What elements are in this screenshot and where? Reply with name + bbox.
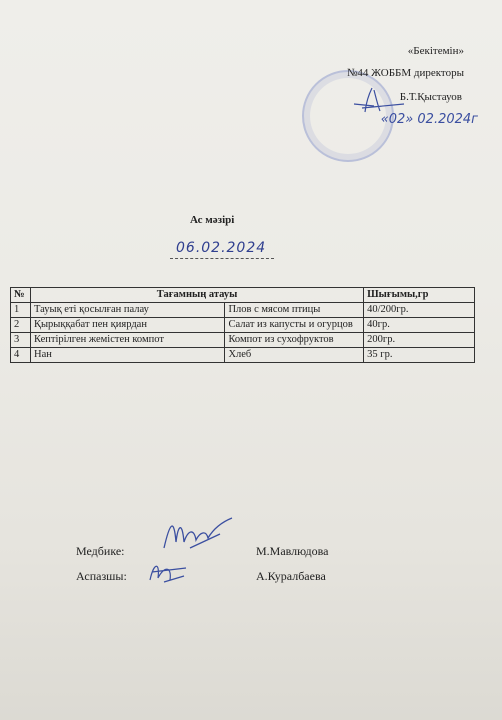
cook-signature	[146, 558, 190, 586]
row-no: 3	[11, 333, 31, 348]
row-no: 4	[11, 348, 31, 363]
nurse-signature	[160, 512, 240, 558]
signature-nurse	[76, 544, 329, 559]
signature-name: А.Куралбаева	[256, 569, 326, 583]
row-name-kz: Кептірілген жемістен компот	[30, 333, 224, 348]
header-name: Тағамның атауы	[30, 288, 363, 303]
row-name-kz: Тауық еті қосылған палау	[30, 303, 224, 318]
menu-date: 06.02.2024	[176, 240, 267, 256]
row-no: 2	[11, 318, 31, 333]
table-row	[11, 318, 475, 333]
signature-name: М.Мавлюдова	[256, 544, 329, 558]
header-output: Шығымы,гр	[364, 288, 475, 303]
menu-title: Ас мәзірі	[190, 214, 235, 226]
signature-role: Аспазшы:	[76, 569, 127, 583]
approval-date: «02» 02.2024г	[380, 112, 478, 127]
approval-position: №44 ЖОББМ директоры	[346, 66, 464, 79]
director-signature	[352, 84, 412, 114]
row-name-ru: Плов с мясом птицы	[225, 303, 364, 318]
row-name-ru: Хлеб	[225, 348, 364, 363]
table-row	[11, 348, 475, 363]
row-no: 1	[11, 303, 31, 318]
table-row	[11, 303, 475, 318]
row-output: 200гр.	[364, 333, 475, 348]
row-output: 35 гр.	[364, 348, 475, 363]
row-name-ru: Компот из сухофруктов	[225, 333, 364, 348]
row-output: 40/200гр.	[364, 303, 475, 318]
approval-director: Б.Т.Қыстауов	[399, 90, 462, 103]
table-header-row	[11, 288, 475, 303]
row-name-ru: Салат из капусты и огурцов	[225, 318, 364, 333]
approval-label: «Бекітемін»	[407, 45, 464, 57]
signature-role: Медбике:	[76, 544, 125, 558]
row-output: 40гр.	[364, 318, 475, 333]
row-name-kz: Қырыққабат пен қиярдан	[30, 318, 224, 333]
row-name-kz: Нан	[30, 348, 224, 363]
header-no: №	[11, 288, 31, 303]
menu-table	[10, 287, 475, 363]
table-row	[11, 333, 475, 348]
menu-date-underline	[170, 258, 274, 259]
